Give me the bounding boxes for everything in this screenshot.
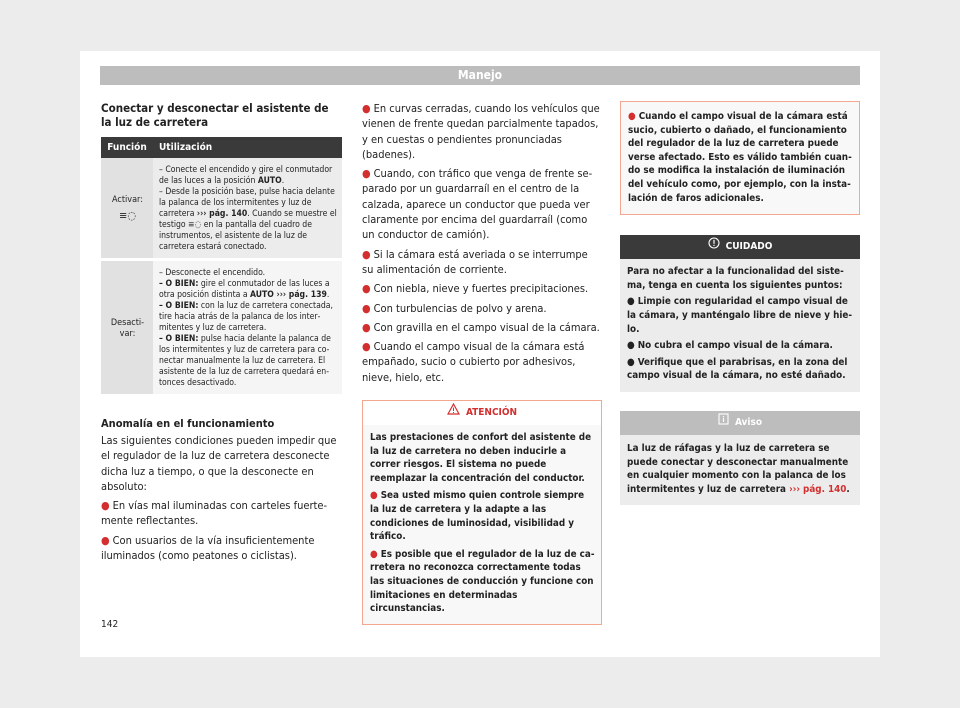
row-activar-label: Activar: ≡◌ <box>101 158 153 258</box>
page-ref-link[interactable]: ››› pág. 140 <box>196 209 248 219</box>
anomalia-section <box>101 417 342 563</box>
aviso-box: Aviso La luz de ráfagas y la luz de carretera se puede conectar y desconectar manualmente en cualquier momento con la palanca de los intermitentes y luz de carretera ››› pág. 140. <box>620 411 860 505</box>
list-item: ● Verifique que el parabrisas, en la zona del campo visual de la cámara, no esté dañado. <box>627 356 848 382</box>
high-beam-assist-icon: ≡◌ <box>119 209 136 222</box>
anomalia-heading: Anomalía en el funcionamiento <box>101 417 275 430</box>
section-header: Manejo <box>100 66 860 85</box>
cuidado-intro: Para no afectar a la funcionalidad del sistema, tenga en cuenta los siguientes puntos: <box>627 266 844 291</box>
row-activar-text: – Conecte el encendido y gire el conmutador de las luces a la posición AUTO. – Desde la posición base, pulse hacia delante la palanca de los intermitentes y luz de carretera ››› pág. 140. Cuando se muestre el testigo ≡◌ en la pantalla del cuadro de instrumentos, el asistente de la luz de carretera estará conectado. <box>153 158 342 258</box>
middle-column <box>362 101 602 625</box>
list-item: ● Cuando el campo visual de la cámara está empañado, sucio o cubierto por adhesivos, nieve, hielo, etc. <box>362 340 585 384</box>
list-item: ● No cubra el campo visual de la cámara. <box>627 340 833 352</box>
atencion-box <box>362 400 602 625</box>
list-item: ● Si la cámara está averiada o se interrumpe su alimentación de corriente. <box>362 247 588 276</box>
th-utilizacion: Utilización <box>153 137 342 158</box>
function-table <box>101 137 342 394</box>
list-item: ● Con turbulencias de polvo y arena. <box>362 301 547 315</box>
list-item: ● Cuando, con tráfico que venga de frente separado por un guardarraíl en el centro de la calzada, aparece un conductor que pueda ver claramente por encima del guardarraíl (como un conductor de camión). <box>362 167 593 242</box>
list-item: ● Con usuarios de la vía insuficientemente iluminados (como peatones o ciclistas). <box>101 533 315 563</box>
list-item: ● Con gravilla en el campo visual de la cámara. <box>362 320 600 334</box>
aviso-text: La luz de ráfagas y la luz de carretera se puede conectar y desconectar manualmente en cualquier momento con la palanca de los intermitentes y luz de carretera <box>627 442 849 495</box>
row-desactivar-label: Desactivar: <box>101 261 153 394</box>
warning-continued-box: ● Cuando el campo visual de la cámara está sucio, cubierto o dañado, el funcionamiento del regulador de la luz de carretera puede verse afectado. Esto es válido también cuando se modifica la instalación de iluminación del vehículo como, por ejemplo, con la instalación de faros adicionales. <box>620 101 860 215</box>
atencion-title: ATENCIÓN <box>465 407 518 419</box>
list-item: ● Sea usted mismo quien controle siempre la luz de carretera y la adapte a las condiciones de luminosidad, visibilidad y tráfico. <box>370 490 585 543</box>
left-column <box>101 101 342 563</box>
list-item: ● Limpie con regularidad el campo visual de la cámara, y manténgalo libre de nieve y hielo. <box>627 296 853 335</box>
page-ref-link[interactable]: ››› pág. 140 <box>789 483 847 495</box>
page-ref-link[interactable]: ››› pág. 139 <box>273 290 327 300</box>
cuidado-box <box>620 235 860 392</box>
row-desactivar-text: – Desconecte el encendido. – O BIEN: gire el conmutador de las luces a otra posición distinta a AUTO ››› pág. 139. – O BIEN: con la luz de carretera conectada, tire hacia atrás de la palanca de los intermitentes y luz de carretera. – O BIEN: pulse hacia delante la palanca de los intermitentes y luz de carretera para conectar manualmente la luz de carretera. El asistente de la luz de carretera quedará entonces desactivado. <box>153 261 342 394</box>
list-item: ● En curvas cerradas, cuando los vehículos que vienen de frente quedan parcialmente tapados, y en cuestas o pendientes pronunciadas (badenes). <box>362 102 600 161</box>
atencion-intro: Las prestaciones de confort del asistente de la luz de carretera no deben inducirle a correr riesgos. El sistema no puede reemplazar la concentración del conductor. <box>370 432 592 484</box>
list-item: ● En vías mal iluminadas con carteles fuertemente reflectantes. <box>101 499 328 528</box>
cuidado-title: CUIDADO <box>725 241 773 253</box>
warning-triangle-icon <box>447 401 460 425</box>
th-funcion: Función <box>101 137 153 158</box>
high-beam-indicator-icon: ≡◌ <box>188 220 202 230</box>
manual-page <box>80 51 880 657</box>
anomalia-body: Las siguientes condiciones pueden impedir que el regulador de la luz de carretera desconecte dicha luz a tiempo, o que la desconecte en absoluto: <box>101 434 337 493</box>
left-heading: Conectar y desconectar el asistente de la luz de carretera <box>101 101 329 129</box>
info-circle-icon <box>708 235 720 259</box>
list-item: ● Con niebla, nieve y fuertes precipitaciones. <box>362 282 589 296</box>
note-icon <box>718 411 729 435</box>
right-column <box>620 101 860 505</box>
list-item: ● Es posible que el regulador de la luz de carretera no reconozca correctamente todas las situaciones de conducción y funcione con limitaciones en determinadas circunstancias. <box>370 548 595 615</box>
aviso-title: Aviso <box>734 416 763 428</box>
page-number: 142 <box>101 619 119 630</box>
